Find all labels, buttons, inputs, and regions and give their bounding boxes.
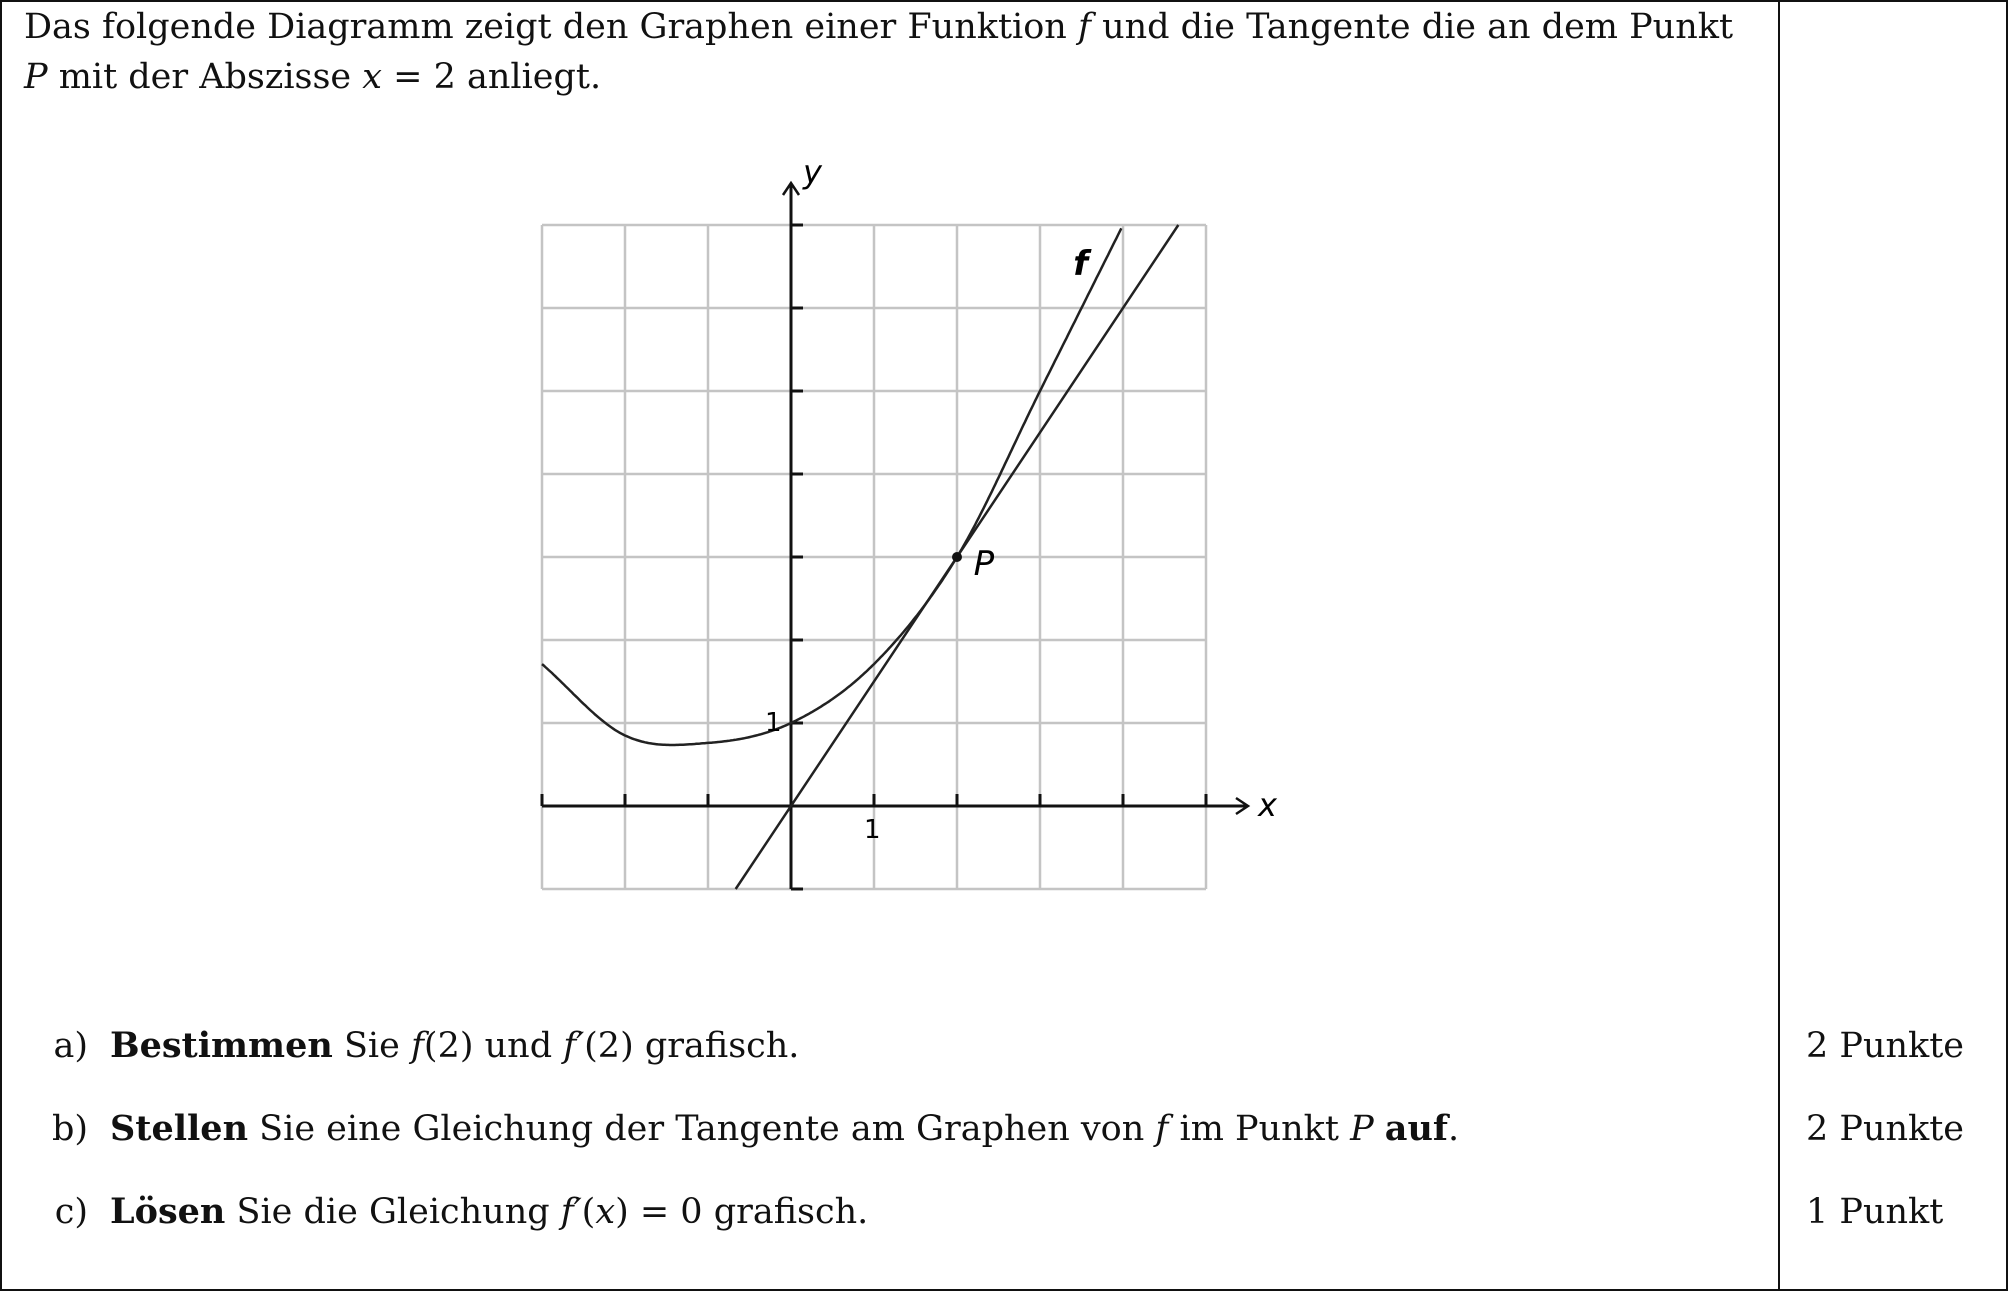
y-axis-label: y [803,153,822,191]
intro-text-part: mit der Abszisse [47,57,363,97]
task-text-part: im Punkt [1168,1109,1351,1149]
task-text-part: ( [581,1192,596,1232]
task-c [0,1187,1770,1237]
task-label: b) [51,1109,88,1149]
intro-text-part: = 2 anliegt. [382,57,602,97]
intro-text [24,2,1764,102]
task-a [0,1021,1770,1071]
y-tick-label: 1 [765,708,782,738]
task-text-part: . [1447,1109,1460,1149]
task-verb: Stellen [110,1108,249,1149]
curve-label: f [1073,243,1088,284]
point-label: P [973,544,995,584]
task-text-part: ) = 0 grafisch. [615,1192,869,1232]
function-graph [540,140,1300,900]
task-text-part [1374,1109,1385,1149]
task-verb-suffix: auf [1384,1108,1448,1149]
points-column-divider [1778,0,1780,1291]
task-text-part: Sie eine Gleichung der Tangente am Graphen von [248,1109,1156,1149]
math-symbol: f′ [560,1192,582,1232]
task-text [110,1021,799,1071]
math-symbol: f [410,1026,424,1066]
task-text-part: Sie [332,1026,411,1066]
math-symbol: P [1350,1109,1374,1149]
intro-text-part: Das folgende Diagramm zeigt den Graphen einer Funktion [24,7,1078,47]
task-text-part: Sie die Gleichung [225,1192,561,1232]
task-verb: Lösen [110,1191,226,1232]
task-text [110,1187,868,1237]
math-symbol: f [1155,1109,1169,1149]
task-text-part: (2) grafisch. [584,1026,800,1066]
task-text [110,1104,1459,1154]
function-symbol: f [1077,7,1091,47]
task-label: a) [53,1026,88,1066]
task-b [0,1104,1770,1154]
math-symbol: x [595,1192,616,1232]
variable-symbol: x [362,57,383,97]
point-p-marker [952,552,962,562]
task-c-points: 1 Punkt [1806,1192,1944,1232]
axes [542,183,1248,889]
math-symbol: f′ [563,1026,585,1066]
task-label: c) [54,1192,88,1232]
task-a-points: 2 Punkte [1806,1026,1965,1066]
grid [542,225,1206,889]
function-curve [542,228,1121,745]
task-b-points: 2 Punkte [1806,1109,1965,1149]
point-symbol: P [24,57,48,97]
intro-text-part: und die Tangente die an dem Punkt [1090,7,1734,47]
task-text-part: (2) und [423,1026,564,1066]
x-tick-label: 1 [864,815,881,845]
x-axis-label: x [1258,786,1277,824]
task-verb: Bestimmen [110,1025,333,1066]
